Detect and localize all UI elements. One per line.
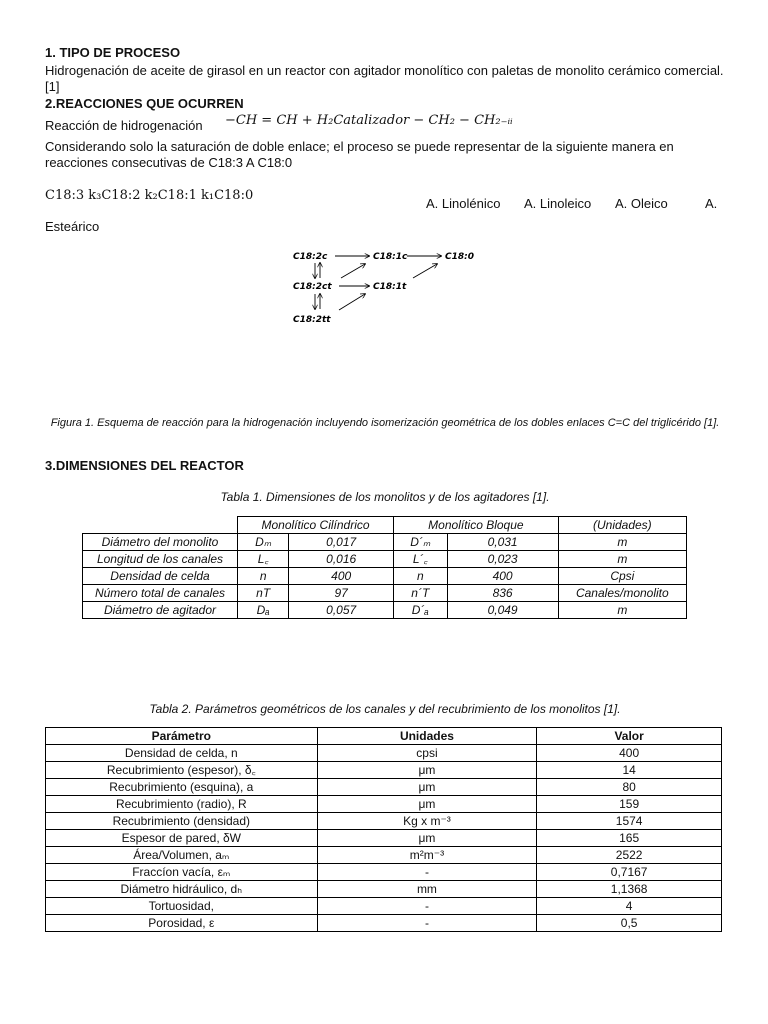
table-cell: μm [317,796,537,813]
table-cell: Recubrimiento (espesor), δ꜀ [46,762,318,779]
arrow-2tt-1t [339,294,365,310]
table-cell: 14 [537,762,722,779]
table-cell: mm [317,881,537,898]
acid-label-linolenic: A. Linolénico [426,196,501,211]
table-cell: m [558,551,686,568]
table-row [83,568,687,585]
table-cell: 0,031 [447,534,558,551]
table-row [83,602,687,619]
table-cell: Diámetro de agitador [83,602,238,619]
table-cell: 400 [447,568,558,585]
acid-label-oleic: A. Oleico [615,196,668,211]
table-cell: Longitud de los canales [83,551,238,568]
table-cell: D´ₘ [394,534,447,551]
arrow-1t-0 [413,264,437,278]
table-cell: 159 [537,796,722,813]
table-2-caption: Tabla 2. Parámetros geométricos de los canales y del recubrimiento de los monolitos [1]. [149,702,621,716]
table-cell: 1574 [537,813,722,830]
arrow-2ct-1c [341,264,365,278]
node-c18-2ct: C18:2ct [293,282,332,292]
table-cell: μm [317,779,537,796]
table-2-header: Unidades [317,728,537,745]
table-cell: Espesor de pared, δW [46,830,318,847]
table-cell: Densidad de celda, n [46,745,318,762]
table-cell: 80 [537,779,722,796]
table-cell: 1,1368 [537,881,722,898]
table-cell: Canales/monolito [558,585,686,602]
node-c18-1t: C18:1t [373,282,407,292]
table-cell: 0,017 [289,534,394,551]
table-row [46,813,722,830]
reaction-label: Reacción de hidrogenación [45,118,203,133]
table-cell: m [558,602,686,619]
table-cell: Cpsi [558,568,686,585]
table-row [46,864,722,881]
table-cell: 165 [537,830,722,847]
acid-label-linoleic: A. Linoleico [524,196,592,211]
node-c18-1c: C18:1c [373,252,408,262]
table-2-header: Parámetro [46,728,318,745]
table-cell: 97 [289,585,394,602]
table-cell: 400 [289,568,394,585]
table-2-header-row [46,728,722,745]
node-c18-2c: C18:2c [293,252,328,262]
table-cell: 0,023 [447,551,558,568]
acid-label-stearic: Esteárico [45,219,100,234]
table-cell: 2522 [537,847,722,864]
table-cell: Diámetro del monolito [83,534,238,551]
table-cell: 0,049 [447,602,558,619]
node-c18-2tt: C18:2tt [293,315,331,325]
table-cell: nT [238,585,289,602]
table-cell: - [317,864,537,881]
reaction-series: C18:3 k₃C18:2 k₂C18:1 k₁C18:0 [45,188,254,203]
section-1-heading: 1. TIPO DE PROCESO [45,45,181,60]
table-cell: 0,057 [289,602,394,619]
table-row [46,881,722,898]
table-cell: D´ₐ [394,602,447,619]
table-cell: 0,5 [537,915,722,932]
table-1-header: Monolítico Cilíndrico [238,517,394,534]
table-row [83,551,687,568]
table-row [46,847,722,864]
table-cell: m [558,534,686,551]
table-1-header-row [83,517,687,534]
acid-label-stearic-prefix: A. [705,196,718,211]
table-row [83,585,687,602]
table-cell: cpsi [317,745,537,762]
node-c18-0: C18:0 [445,252,474,262]
table-2 [45,727,722,932]
table-2-header: Valor [537,728,722,745]
table-cell: Área/Volumen, aₘ [46,847,318,864]
table-cell: μm [317,830,537,847]
table-cell: 4 [537,898,722,915]
table-row [46,762,722,779]
table-cell: 836 [447,585,558,602]
section-3-heading: 3.DIMENSIONES DEL REACTOR [45,458,244,473]
table-cell: Recubrimiento (densidad) [46,813,318,830]
table-cell: 0,7167 [537,864,722,881]
table-cell: Dₘ [238,534,289,551]
figure-caption: Figura 1. Esquema de reacción para la hidrogenación incluyendo isomerización geométrica de los dobles enlaces C=C del triglicérido [1]. [50,417,720,429]
table-cell: Kg x m⁻³ [317,813,537,830]
table-row [46,898,722,915]
table-cell: - [317,915,537,932]
table-cell: 400 [537,745,722,762]
table-cell: Dₐ [238,602,289,619]
table-cell: L´꜀ [394,551,447,568]
table-cell: - [317,898,537,915]
table-row [46,830,722,847]
hydrogenation-equation: −CH = CH + H₂Catalizador − CH₂ − CH₂₋ᵢᵢ [225,113,513,128]
consecutive-reactions-text: Considerando solo la saturación de doble enlace; el proceso se puede representar de la siguiente manera en reacciones consecutivas de C18:3 A C18:0 [45,139,674,170]
table-row [83,534,687,551]
table-cell: n [394,568,447,585]
table-cell: n´T [394,585,447,602]
table-row [46,745,722,762]
table-row [46,915,722,932]
table-cell: L꜀ [238,551,289,568]
table-1 [82,516,687,619]
table-cell: Fraccíon vacía, εₘ [46,864,318,881]
table-row [46,796,722,813]
table-cell: Densidad de celda [83,568,238,585]
table-1-caption: Tabla 1. Dimensiones de los monolitos y de los agitadores [1]. [220,490,550,504]
table-cell: Porosidad, ε [46,915,318,932]
section-1-text: Hidrogenación de aceite de girasol en un reactor con agitador monolítico con paletas de monolito cerámico comercial. [1] [45,63,724,94]
table-cell: Recubrimiento (radio), R [46,796,318,813]
table-1-header: Monolítico Bloque [394,517,559,534]
table-cell: 0,016 [289,551,394,568]
reaction-scheme-diagram [285,244,495,328]
table-cell: Recubrimiento (esquina), a [46,779,318,796]
table-cell: n [238,568,289,585]
table-cell: μm [317,762,537,779]
table-cell: Número total de canales [83,585,238,602]
table-cell: Diámetro hidráulico, dₕ [46,881,318,898]
section-2-heading: 2.REACCIONES QUE OCURREN [45,96,244,111]
table-cell: m²m⁻³ [317,847,537,864]
table-1-header: (Unidades) [558,517,686,534]
table-cell: Tortuosidad, [46,898,318,915]
table-row [46,779,722,796]
